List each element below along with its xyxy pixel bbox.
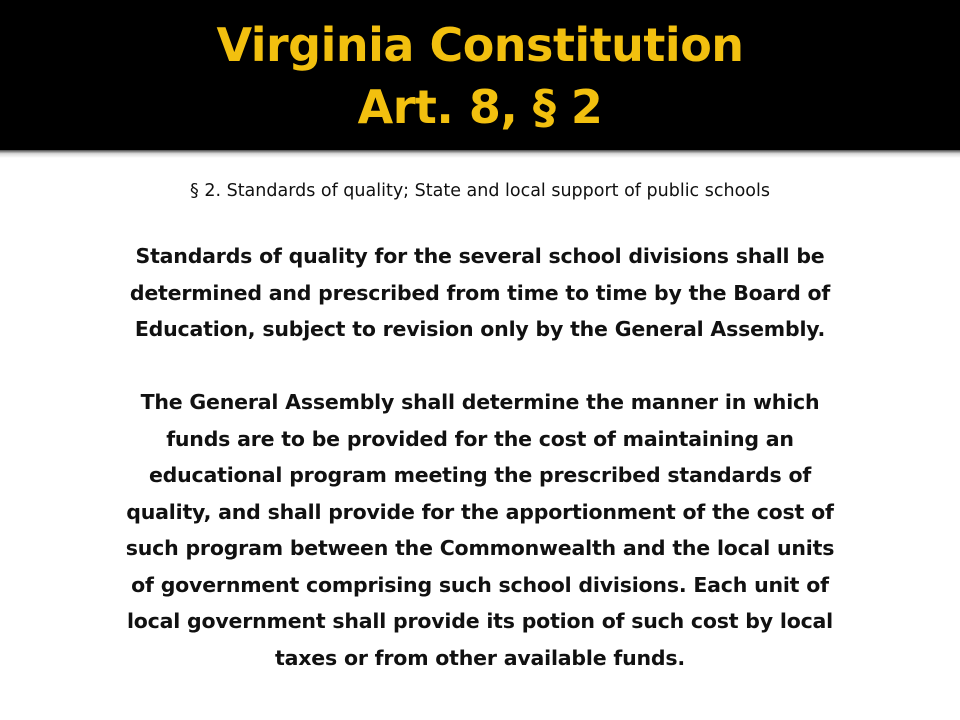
paragraph-2 xyxy=(40,384,920,676)
text-line: determined and prescribed from time to time by the Board of xyxy=(129,280,831,305)
text-line: Standards of quality for the several school divisions shall be xyxy=(135,244,825,268)
paragraph-1 xyxy=(40,238,920,348)
paragraph-spacer xyxy=(40,348,920,385)
title-line-2: Art. 8, § 2 xyxy=(357,80,603,134)
title-line-1: Virginia Constitution xyxy=(216,18,744,72)
text-line: funds are to be provided for the cost of maintaining an xyxy=(166,426,794,451)
text-line: of government comprising such school divisions. Each unit of xyxy=(131,572,829,597)
title-bar xyxy=(0,0,960,150)
text-line: The General Assembly shall determine the manner in which xyxy=(140,390,820,414)
body-text xyxy=(40,238,920,676)
text-line: Education, subject to revision only by the General Assembly. xyxy=(134,317,826,341)
title-divider xyxy=(0,150,960,158)
text-line: such program between the Commonwealth and the local units xyxy=(125,536,835,560)
text-line: quality, and shall provide for the apportionment of the cost of xyxy=(126,499,834,524)
text-line: taxes or from other available funds. xyxy=(275,645,685,670)
text-line: local government shall provide its potion of such cost by local xyxy=(126,609,834,633)
text-line: educational program meeting the prescribed standards of xyxy=(148,463,812,487)
slide-title xyxy=(0,14,960,138)
section-heading: § 2. Standards of quality; State and local support of public schools xyxy=(190,181,770,201)
